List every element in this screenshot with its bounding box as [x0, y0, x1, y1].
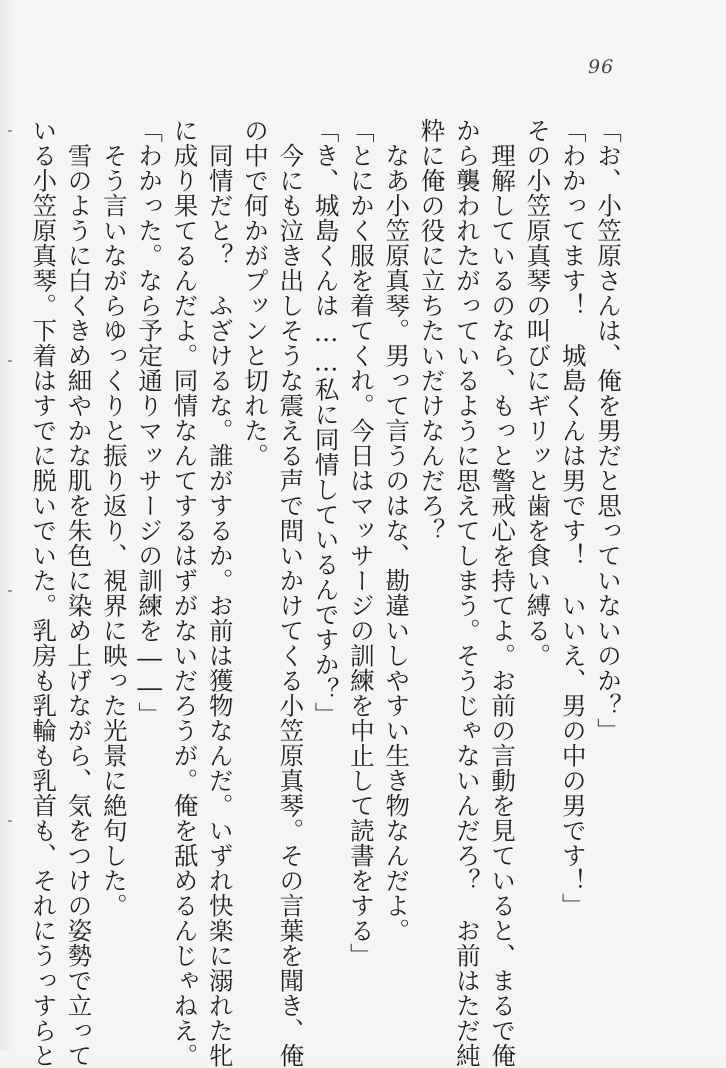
text-line: 同情だと？ ふざけるな。誰がするか。お前は獲物なんだ。いずれ快楽に溺れた牝: [205, 118, 235, 1068]
text-line: そう言いながらゆっくりと振り返り、視界に映った光景に絶句した。: [99, 118, 129, 918]
text-line: 今にも泣き出しそうな震える声で問いかけてくる小笠原真琴。その言葉を聞き、俺: [276, 118, 306, 1068]
page-number: 96: [588, 56, 615, 78]
text-line: の中で何かがプッンと切れた。: [241, 118, 271, 468]
text-line: 雪のように白くきめ細やかな肌を朱色に染め上げながら、気をつけの姿勢で立って: [64, 118, 94, 1068]
text-line: いる小笠原真琴。下着はすでに脱いでいた。乳房も乳輪も乳首も、それにうっすらと: [29, 118, 59, 1068]
text-line: 粋に俺の役に立ちたいだけなんだろ？: [417, 118, 447, 543]
text-line: 「とにかく服を着てくれ。今日はマッサージの訓練を中止して読書をする」: [346, 118, 376, 968]
scan-mark: [8, 590, 12, 592]
text-line: なあ小笠原真琴。男って言うのはな、勘違いしやすい生き物なんだよ。: [382, 118, 412, 943]
text-line: 理解しているのなら、もっと警戒心を持てよ。お前の言動を見ていると、まるで俺: [488, 118, 518, 1068]
scan-mark: [8, 360, 12, 362]
text-line: 「お、小笠原さんは、俺を男だと思っていないのか？」: [594, 118, 623, 743]
text-line: 「き、城島くんは……私に同情しているんですか？」: [311, 118, 341, 727]
text-line: その小笠原真琴の叫びにギリッと歯を食い縛る。: [523, 118, 553, 668]
scan-mark: [8, 130, 12, 132]
text-line: に成り果てるんだよ。同情なんてするはずがないだろうが。俺を舐めるんじゃねえ。: [170, 118, 200, 1068]
vertical-text-body: [29, 118, 626, 1068]
scan-mark: [8, 820, 12, 822]
text-line: から襲われたがっているように思えてしまう。そうじゃないんだろ？ お前はただ純: [452, 118, 482, 1068]
text-line: 「わかった。なら予定通りマッサージの訓練を――」: [135, 118, 165, 727]
text-line: 「わかってます！ 城島くんは男です！ いいえ、男の中の男です！」: [558, 118, 588, 918]
